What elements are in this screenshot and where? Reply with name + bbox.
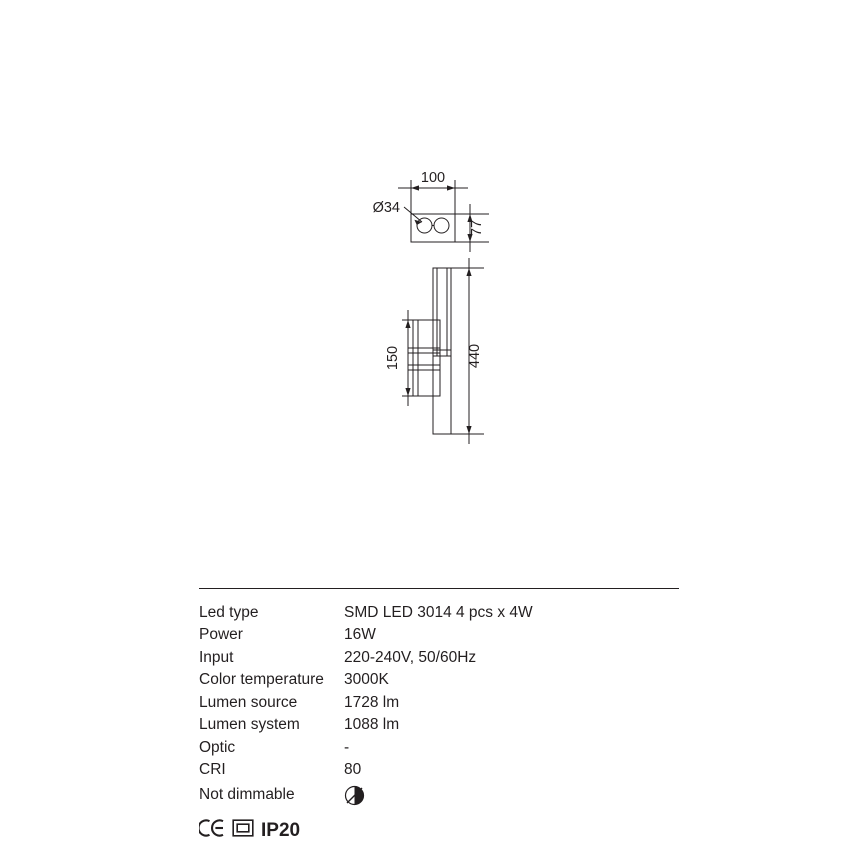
spec-table <box>199 601 533 809</box>
ce-mark-icon <box>199 818 225 843</box>
spec-value: 1088 lm <box>344 716 400 733</box>
spec-label: Optic <box>199 738 236 756</box>
spec-value: 16W <box>344 626 376 643</box>
ip-rating-label: IP20 <box>261 819 301 841</box>
not-dimmable-icon <box>344 785 365 806</box>
spec-label: Lumen source <box>199 693 298 711</box>
top-view-width-label: 100 <box>420 170 446 186</box>
table-row <box>199 646 533 669</box>
top-view-diameter-label: Ø34 <box>372 200 400 216</box>
spec-value: - <box>344 738 350 756</box>
table-row <box>199 759 533 782</box>
table-row <box>199 736 533 759</box>
specification-block <box>199 588 679 809</box>
spec-label: Lumen system <box>199 716 300 733</box>
table-row <box>199 691 533 714</box>
spec-label: Power <box>199 626 243 643</box>
spec-value: 220-240V, 50/60Hz <box>344 648 477 666</box>
spec-value: SMD LED 3014 4 pcs x 4W <box>344 603 533 621</box>
spec-label: Input <box>199 648 234 666</box>
spec-value: 1728 lm <box>344 693 400 711</box>
table-row <box>199 669 533 692</box>
spec-label: Led type <box>199 603 259 621</box>
front-view-inner-height-label: 150 <box>385 345 401 371</box>
dimmable-label: Not dimmable <box>199 786 295 804</box>
spec-divider <box>199 588 679 589</box>
top-view-tube-right <box>434 218 449 233</box>
dimmable-value <box>344 781 533 809</box>
spec-value: 3000K <box>344 671 389 688</box>
front-view-tube-lower <box>433 350 451 434</box>
front-view-tube-upper <box>433 268 451 356</box>
class-II-icon <box>232 818 254 843</box>
spec-value: 80 <box>344 761 362 778</box>
table-row <box>199 714 533 737</box>
front-view-height-label: 440 <box>467 343 483 369</box>
table-row <box>199 624 533 647</box>
top-view-diameter-leader <box>404 207 422 225</box>
table-row <box>199 781 533 809</box>
front-view-inner-height-dimension <box>402 310 414 406</box>
spec-label: Color temperature <box>199 671 324 688</box>
footer-certification-marks <box>199 818 300 842</box>
table-row <box>199 601 533 624</box>
top-view-depth-label: 77 <box>469 219 485 237</box>
spec-label: CRI <box>199 761 226 778</box>
